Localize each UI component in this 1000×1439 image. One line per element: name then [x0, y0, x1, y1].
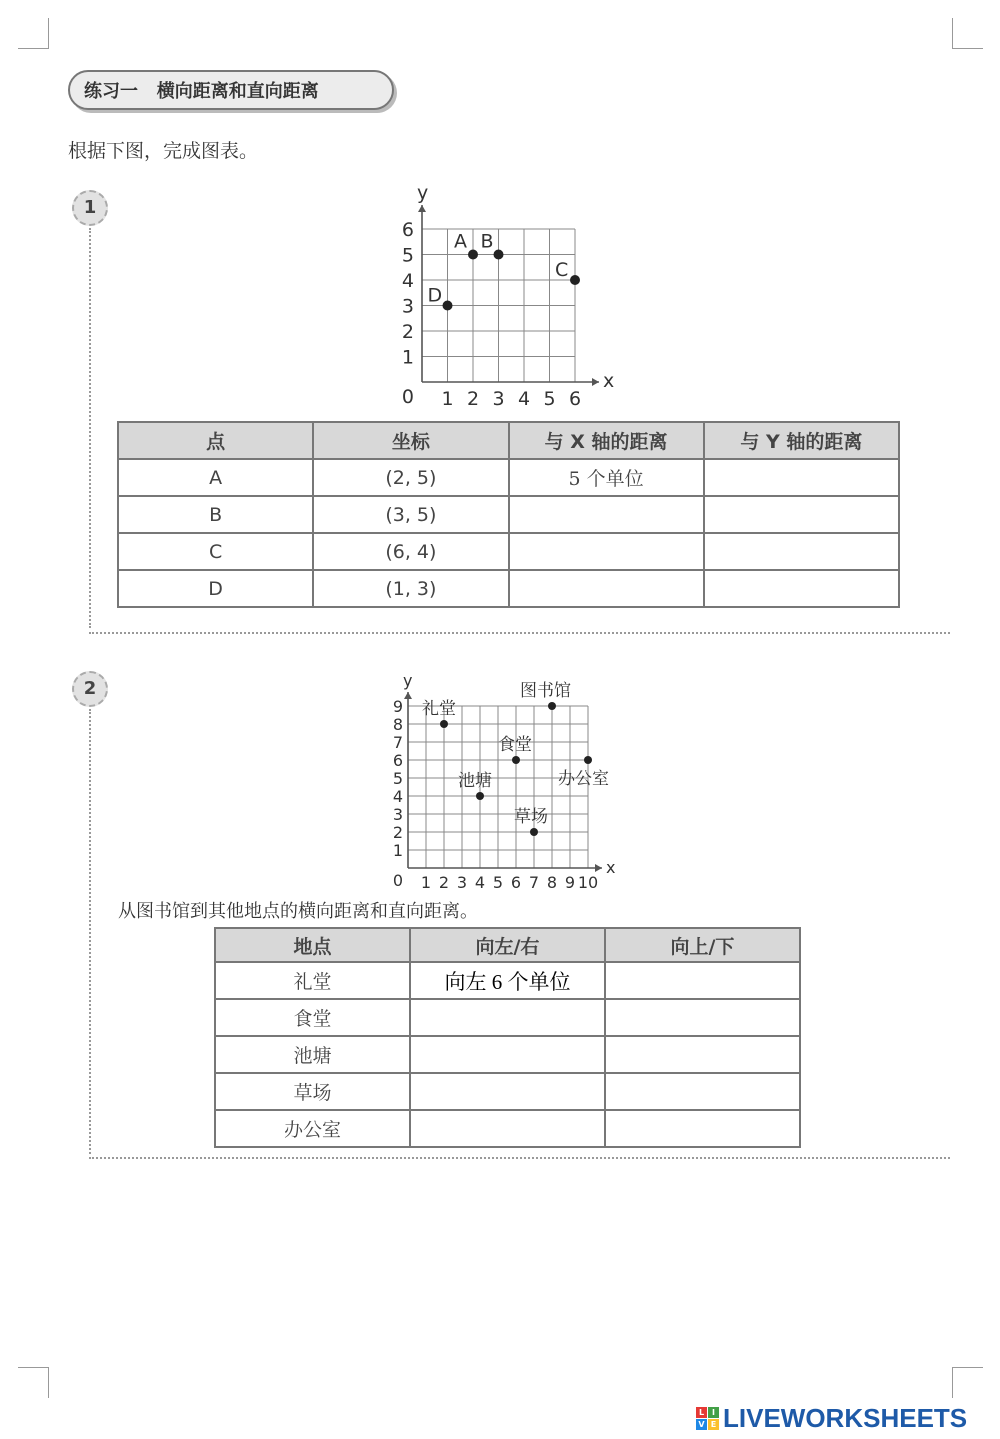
data-point	[530, 828, 538, 836]
logo-letter: L	[696, 1407, 707, 1418]
q1-cell-point: C	[118, 533, 313, 570]
data-point	[548, 702, 556, 710]
q2-answer-up-down[interactable]	[605, 1110, 800, 1147]
q2-answer-left-right[interactable]: 向左 6 个单位	[410, 962, 605, 999]
data-point	[440, 720, 448, 728]
table-row	[215, 962, 800, 999]
table-row	[118, 533, 899, 570]
q1-answer-x-dist[interactable]	[509, 570, 704, 607]
y-axis-arrow-icon	[418, 205, 426, 212]
x-tick-label: 3	[456, 873, 468, 892]
x-tick-label: 2	[466, 388, 480, 410]
y-tick-label: 1	[392, 840, 403, 860]
y-axis-label: y	[417, 182, 429, 204]
q2-answer-up-down[interactable]	[605, 962, 800, 999]
x-tick-label: 6	[568, 388, 582, 410]
liveworksheets-brand[interactable]	[696, 1401, 967, 1435]
point-label: C	[555, 259, 569, 281]
y-tick-label: 6	[401, 218, 414, 241]
x-tick-label: 4	[517, 388, 531, 410]
x-tick-label: 10	[577, 873, 599, 892]
y-tick-label: 3	[401, 295, 414, 318]
point-label: 图书馆	[520, 681, 571, 701]
data-point	[468, 250, 478, 260]
x-tick-label: 1	[441, 388, 454, 410]
q2-answer-left-right[interactable]	[410, 1110, 605, 1147]
x-tick-label: 1	[420, 873, 432, 892]
q1-cell-point: B	[118, 496, 313, 533]
origin-label: 0	[401, 386, 414, 408]
y-tick-label: 5	[392, 768, 403, 788]
x-tick-label: 3	[492, 388, 505, 410]
q1-cell-coord: (1, 3)	[313, 570, 508, 607]
q2-answer-left-right[interactable]	[410, 999, 605, 1036]
q2-answer-up-down[interactable]	[605, 999, 800, 1036]
data-point	[443, 301, 453, 311]
q2-answer-left-right[interactable]	[410, 1036, 605, 1073]
x-tick-label: 2	[438, 873, 450, 892]
table-row	[118, 459, 899, 496]
q2-cell-place: 草场	[215, 1073, 410, 1110]
q1-coordinate-graph	[390, 180, 630, 412]
x-axis-label: x	[603, 370, 615, 392]
q1-header-point: 点	[118, 422, 313, 459]
y-axis-arrow-icon	[404, 692, 412, 699]
point-label: 草场	[514, 807, 548, 827]
table-row	[215, 999, 800, 1036]
instruction-text: 根据下图，完成图表。	[68, 140, 259, 162]
x-tick-label: 4	[474, 873, 486, 892]
q1-answer-y-dist[interactable]	[704, 496, 899, 533]
q2-answer-up-down[interactable]	[605, 1036, 800, 1073]
point-label: B	[480, 230, 494, 253]
origin-label: 0	[392, 871, 403, 890]
x-tick-label: 5	[543, 388, 556, 410]
crop-mark-top-left	[18, 18, 49, 49]
q2-cell-place: 礼堂	[215, 962, 410, 999]
table-row	[215, 1036, 800, 1073]
x-axis-arrow-icon	[592, 378, 599, 386]
q1-header-coord: 坐标	[313, 422, 508, 459]
q1-answer-y-dist[interactable]	[704, 533, 899, 570]
exercise-title: 练习一 横向距离和直向距离	[68, 70, 394, 110]
q1-header-x-dist: 与 X 轴的距离	[509, 422, 704, 459]
q1-answer-x-dist[interactable]: 5 个单位	[509, 459, 704, 496]
q2-caption: 从图书馆到其他地点的横向距离和直向距离。	[118, 901, 478, 922]
table-row	[215, 1110, 800, 1147]
question-1-left-border	[89, 228, 91, 628]
table-row	[215, 1073, 800, 1110]
data-point	[476, 792, 484, 800]
q2-header-up-down: 向上/下	[605, 928, 800, 962]
data-point	[584, 756, 592, 764]
table-row	[118, 496, 899, 533]
x-tick-label: 5	[492, 873, 504, 892]
y-tick-label: 4	[401, 269, 414, 292]
data-point	[494, 250, 504, 260]
y-tick-label: 2	[401, 320, 414, 343]
q1-answer-y-dist[interactable]	[704, 570, 899, 607]
question-2-bottom-border	[89, 1157, 950, 1159]
q2-answer-left-right[interactable]	[410, 1073, 605, 1110]
y-tick-label: 2	[392, 822, 403, 842]
y-tick-label: 8	[392, 714, 403, 734]
q2-header-place: 地点	[215, 928, 410, 962]
q2-header-left-right: 向左/右	[410, 928, 605, 962]
q1-cell-coord: (2, 5)	[313, 459, 508, 496]
x-tick-label: 9	[564, 873, 576, 892]
q1-answer-x-dist[interactable]	[509, 533, 704, 570]
y-tick-label: 4	[392, 786, 403, 806]
crop-mark-bottom-left	[18, 1367, 49, 1398]
y-tick-label: 5	[401, 244, 414, 267]
point-label: 礼堂	[422, 699, 456, 719]
question-2-left-border	[89, 709, 91, 1154]
y-tick-label: 1	[401, 346, 414, 369]
q1-answer-x-dist[interactable]	[509, 496, 704, 533]
q1-cell-coord: (3, 5)	[313, 496, 508, 533]
point-label: D	[427, 284, 443, 307]
y-tick-label: 6	[392, 750, 403, 770]
q1-cell-coord: (6, 4)	[313, 533, 508, 570]
crop-mark-bottom-right	[952, 1367, 983, 1398]
brand-logo-icon	[696, 1407, 719, 1430]
logo-letter: V	[696, 1419, 707, 1430]
data-point	[512, 756, 520, 764]
q1-header-y-dist: 与 Y 轴的距离	[704, 422, 899, 459]
point-label: 池塘	[458, 771, 492, 791]
q1-cell-point: A	[118, 459, 313, 496]
y-tick-label: 3	[392, 804, 403, 824]
q2-cell-place: 池塘	[215, 1036, 410, 1073]
question-1-bottom-border	[89, 632, 950, 634]
q1-table	[117, 421, 900, 608]
q2-table	[214, 927, 801, 1148]
y-tick-label: 7	[392, 732, 403, 752]
q1-cell-point: D	[118, 570, 313, 607]
logo-letter: I	[708, 1407, 719, 1418]
q2-cell-place: 办公室	[215, 1110, 410, 1147]
x-axis-label: x	[606, 858, 616, 877]
q2-cell-place: 食堂	[215, 999, 410, 1036]
y-tick-label: 9	[392, 696, 403, 716]
x-tick-label: 8	[546, 873, 558, 892]
x-axis-arrow-icon	[595, 864, 602, 872]
point-label: A	[454, 230, 467, 253]
q1-answer-y-dist[interactable]	[704, 459, 899, 496]
question-2-badge: 2	[72, 671, 108, 707]
x-tick-label: 6	[510, 873, 522, 892]
q2-coordinate-graph	[360, 662, 660, 894]
point-label: 办公室	[558, 769, 609, 789]
x-tick-label: 7	[528, 873, 540, 892]
y-axis-label: y	[403, 671, 413, 690]
brand-wordmark: LIVEWORKSHEETS	[723, 1402, 968, 1433]
table-row	[118, 570, 899, 607]
logo-letter: E	[708, 1419, 719, 1430]
question-1-badge: 1	[72, 190, 108, 226]
q2-answer-up-down[interactable]	[605, 1073, 800, 1110]
point-label: 食堂	[498, 735, 532, 755]
crop-mark-top-right	[952, 18, 983, 49]
data-point	[570, 275, 580, 285]
